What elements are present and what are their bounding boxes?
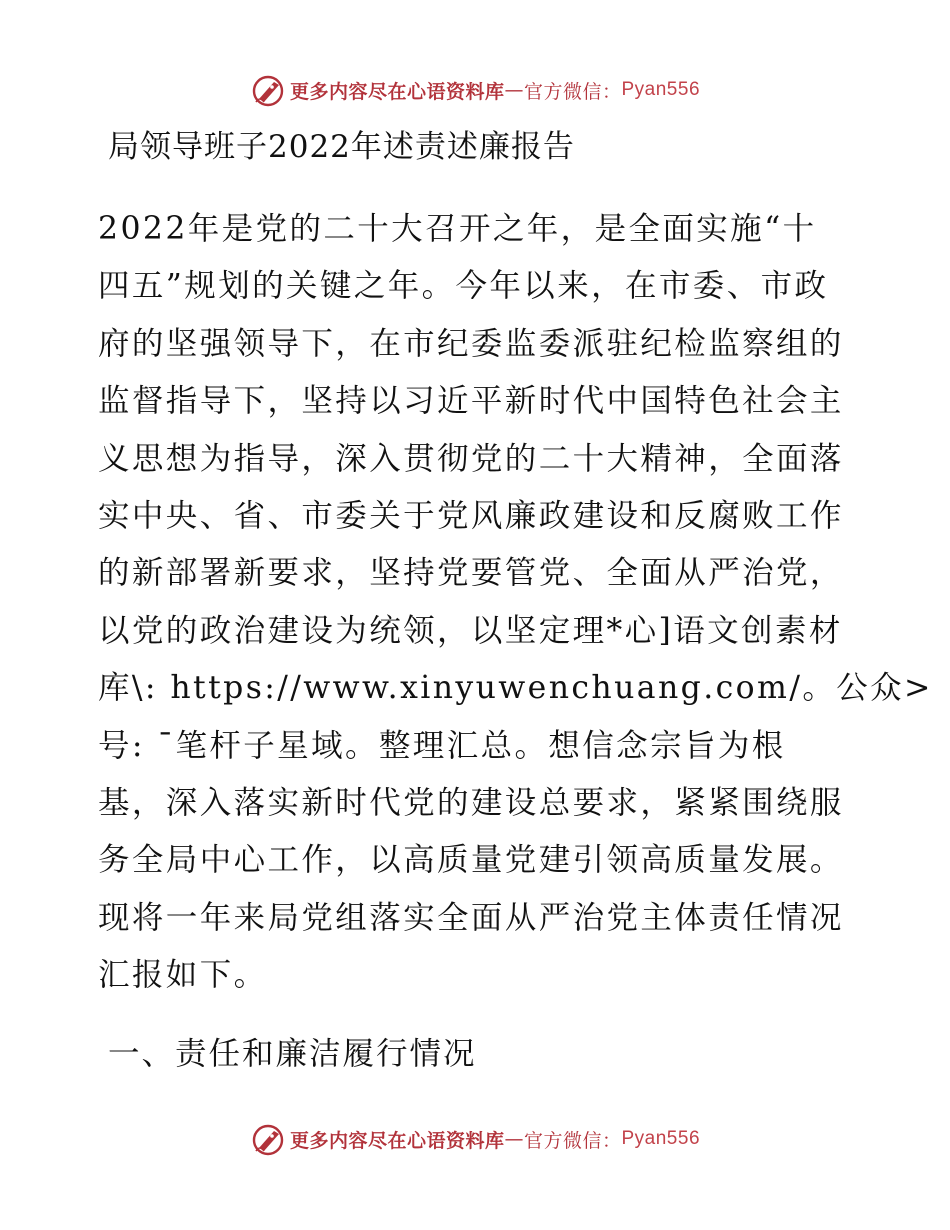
banner-main-text: 更多内容尽在心语资料库 — [289, 1129, 505, 1152]
banner-main-text: 更多内容尽在心语资料库 — [289, 80, 505, 103]
body-line: 基，深入落实新时代党的建设总要求，紧紧围绕服 — [98, 784, 844, 821]
body-line: 以党的政治建设为统领，以坚定理*心]语文创素材 — [98, 612, 843, 649]
body-line: 府的坚强领导下，在市纪委监委派驻纪检监察组的 — [98, 325, 844, 362]
header-banner — [0, 70, 950, 110]
body-line: 义思想为指导，深入贯彻党的二十大精神，全面落 — [98, 440, 844, 477]
body-line: 库\: https://www.xinyuwenchuang.com/。公众> — [98, 670, 933, 707]
pen-nib-circle-icon — [250, 72, 286, 108]
body-line: 汇报如下。 — [98, 957, 268, 994]
pen-nib-circle-icon — [250, 1121, 286, 1157]
banner-dash: — — [504, 79, 524, 101]
body-line: 四五”规划的关键之年。今年以来，在市委、市政 — [98, 268, 829, 305]
banner-wechat-id: Pyan556 — [621, 79, 701, 100]
document-title: 局领导班子2022年述责述廉报告 — [108, 129, 575, 165]
banner-wechat-label: 官方微信： — [523, 80, 622, 103]
section-heading: 一、责任和廉洁履行情况 — [108, 1036, 477, 1072]
footer-banner — [0, 1119, 950, 1159]
banner-wechat-label: 官方微信： — [523, 1129, 622, 1152]
body-line: 实中央、省、市委关于党风廉政建设和反腐败工作 — [98, 497, 844, 534]
body-line: 务全局中心工作，以高质量党建引领高质量发展。 — [98, 842, 844, 879]
body-line: 2022年是党的二十大召开之年，是全面实施“十 — [98, 211, 817, 247]
body-line: 监督指导下，坚持以习近平新时代中国特色社会主 — [98, 383, 844, 420]
body-line: 的新部署新要求，坚持党要管党、全面从严治党， — [98, 555, 844, 592]
body-line: 号: ¯笔杆子星域。整理汇总。想信念宗旨为根 — [98, 727, 786, 764]
banner-wechat-id: Pyan556 — [621, 1128, 701, 1149]
body-line: 现将一年来局党组落实全面从严治党主体责任情况 — [98, 899, 844, 936]
banner-dash: — — [504, 1128, 524, 1150]
document-body — [98, 201, 933, 1004]
